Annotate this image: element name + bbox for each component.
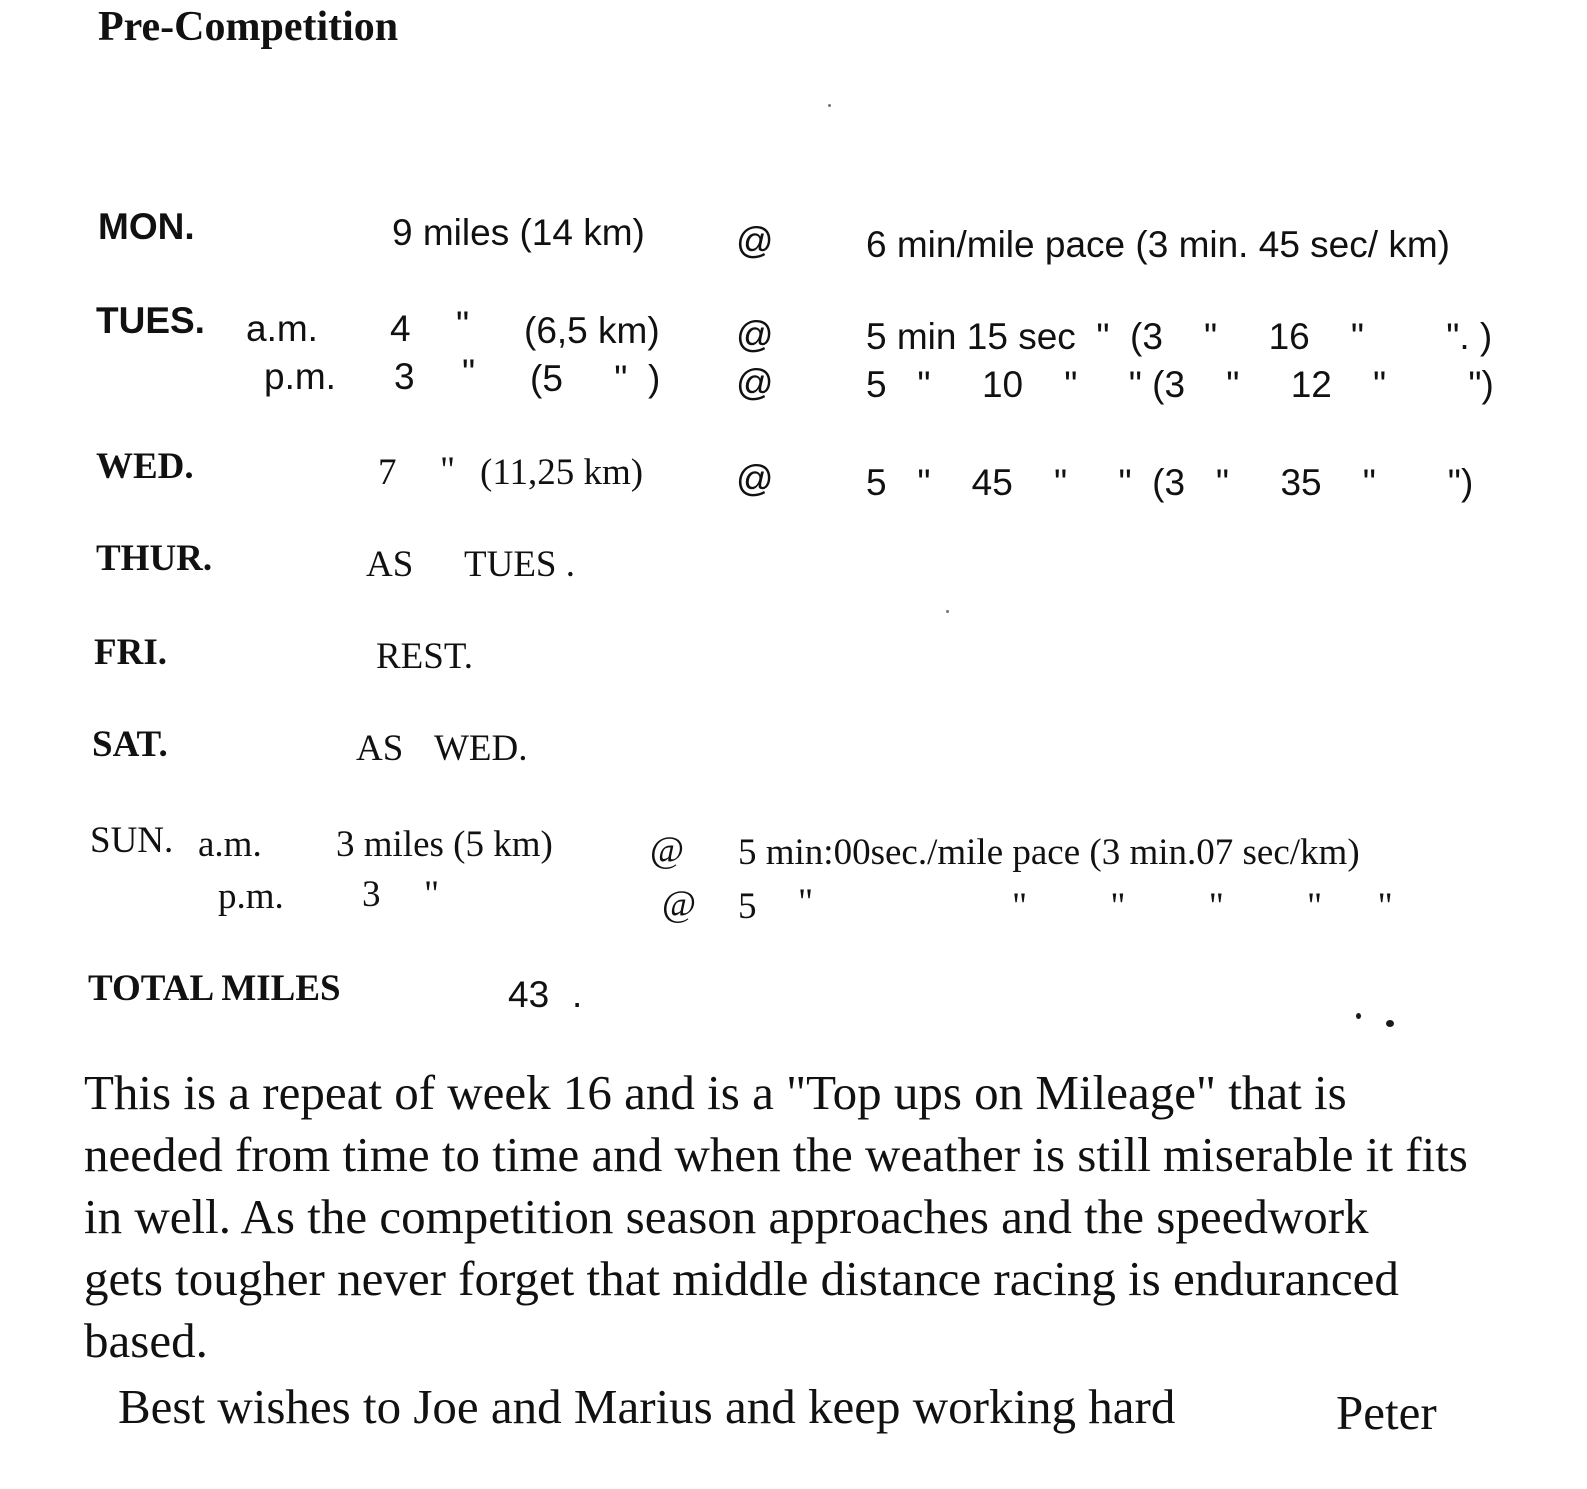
sun-am-distance: 3 miles (5 km) [336, 824, 553, 865]
tues-pm-pace: 5 " 10 " " (3 " 12 " ") [866, 364, 1494, 405]
paragraph-line: in well. As the competition season approaches and the speedwork [84, 1189, 1369, 1244]
mon-distance: 9 miles (14 km) [392, 212, 645, 253]
wed-ditto: " [440, 450, 456, 491]
tues-am-at-sign: @ [736, 314, 774, 355]
wed-at-sign: @ [736, 458, 774, 499]
day-label-fri: FRI. [94, 632, 167, 673]
sun-pm-pace-ditto: " [798, 882, 814, 923]
tues-am-km: (6,5 km) [524, 310, 660, 351]
paragraph-line: based. [84, 1313, 208, 1368]
closing-line: Best wishes to Joe and Marius and keep working hard [118, 1379, 1176, 1434]
sun-pm-pace-value: 5 [738, 886, 757, 927]
paragraph-line: needed from time to time and when the weather is still miserable it fits [84, 1127, 1468, 1182]
tues-am-pace: 5 min 15 sec " (3 " 16 " ". ) [866, 316, 1493, 357]
tues-pm-slot: p.m. [264, 356, 336, 397]
tues-pm-km: (5 " ) [530, 358, 661, 399]
tues-am-slot: a.m. [246, 308, 318, 349]
tues-pm-miles: 3 [394, 356, 415, 397]
wed-pace: 5 " 45 " " (3 " 35 " ") [866, 462, 1474, 503]
mon-at-sign: @ [736, 220, 774, 261]
signature: Peter [1336, 1385, 1437, 1440]
page-title: Pre-Competition [98, 4, 399, 50]
paragraph-line: gets tougher never forget that middle distance racing is enduranced [84, 1251, 1399, 1306]
wed-km: (11,25 km) [480, 452, 644, 493]
sat-note-wed: WED. [434, 728, 528, 769]
tues-pm-at-sign: @ [736, 362, 774, 403]
ink-speck [946, 610, 949, 613]
paragraph-line: This is a repeat of week 16 and is a "Top ups on Mileage" that is [84, 1065, 1347, 1120]
sun-pm-at-sign: @ [662, 884, 697, 925]
tues-am-miles: 4 [390, 308, 411, 349]
day-label-sat: SAT. [92, 724, 168, 765]
total-period: . [572, 974, 583, 1015]
day-label-sun: SUN. [90, 820, 174, 861]
sat-note-as: AS [356, 728, 404, 769]
fri-note-rest: REST. [376, 636, 473, 677]
thur-note-as: AS [366, 544, 414, 585]
total-label: TOTAL MILES [88, 968, 341, 1009]
wed-miles: 7 [378, 452, 397, 493]
sun-pm-dittos: " " " " " [1012, 886, 1393, 927]
sun-pm-ditto: " [424, 874, 440, 915]
sun-pm-miles: 3 [362, 874, 381, 915]
thur-note-tues: TUES . [464, 544, 575, 585]
mon-pace: 6 min/mile pace (3 min. 45 sec/ km) [866, 224, 1450, 265]
ink-speck [1356, 1013, 1361, 1019]
day-label-thur: THUR. [96, 538, 213, 579]
ink-speck [828, 104, 831, 107]
day-label-mon: MON. [98, 206, 195, 247]
day-label-tues: TUES. [96, 300, 205, 341]
tues-pm-ditto: " [462, 352, 476, 393]
day-label-wed: WED. [96, 446, 194, 487]
sun-pm-slot: p.m. [218, 876, 284, 917]
total-value: 43 [508, 974, 550, 1015]
ink-speck [1386, 1020, 1394, 1027]
sun-am-slot: a.m. [198, 824, 262, 865]
sun-am-at-sign: @ [650, 830, 685, 871]
tues-am-ditto: " [456, 304, 470, 345]
sun-am-pace: 5 min:00sec./mile pace (3 min.07 sec/km) [738, 832, 1360, 873]
